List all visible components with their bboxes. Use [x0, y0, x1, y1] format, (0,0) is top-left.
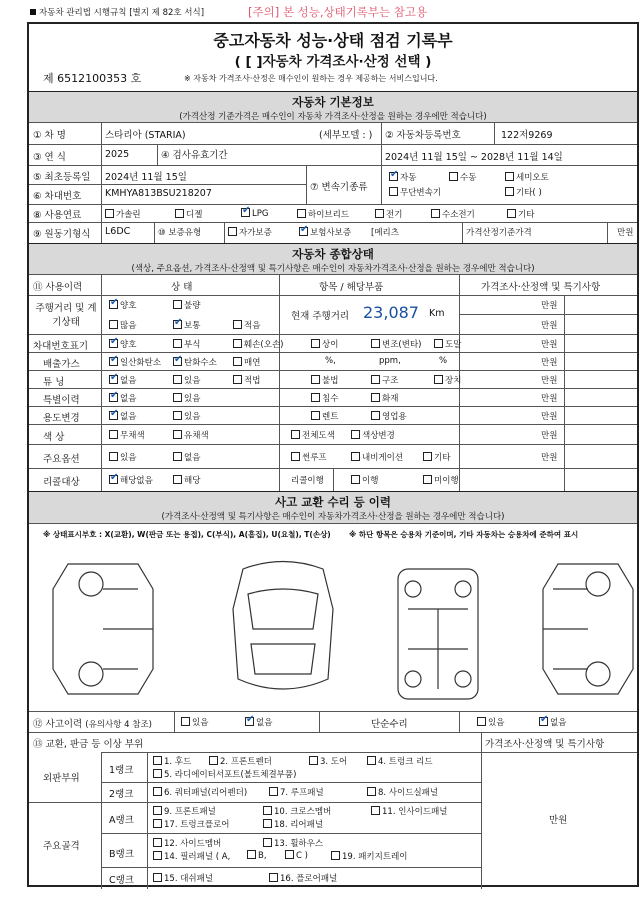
fuel-diesel[interactable]: 디젤 [175, 208, 202, 220]
part-inside-panel[interactable]: 11. 인사이드패널 [371, 805, 448, 817]
detail-model: (세부모델 : ) [319, 130, 373, 141]
recall-yes[interactable]: 해당 [173, 474, 200, 486]
usechange-rent[interactable]: 렌트 [311, 410, 338, 422]
vin-label: ⑥ 차대번호 [33, 191, 82, 202]
form-subtitle: ( [ ]자동차 가격조사·산정 선택 ) [234, 54, 432, 70]
inspection-form: 중고자동차 성능·상태 점검 기록부 ( [ ]자동차 가격조사·산정 선택 ) 제 6512100353 호 ※ 자동차 가격조사·산정은 매수인이 원하는 경우 제공하는 서비스입니다. 자동차 기본정보 (가격산정 기준가격은 매수인이 자동차 가격조사·산정을 원하는 경우에만 적습니다) ① 차 명 스타리아 (STARIA) (세부모델 : ) ② 자동차등록번호 122저9269 ③ 연 식 2025 ④ 검사유효기간 2024년 11월 15일 ~ 2028년 11월 14일 ⑤ 최초등록일 2024년 11월 15일 ⑥ 차대번호 KMHYA813BSU218207 ⑦ 변속기종류 ✔자동 수동 세미오토 무단변속기 기타( ) ⑧ 사용연료 가솔린 디젤 ✔ LPG 하이브리드 전기 수소전기 기타 ⑨ 원동기형식 L6DC ⑩ 보증유형 자가보증 ✔ 보험사보증 [메리츠 가격산정기준가격 만원 자동차 종합상태 (색상, 주요옵션, 가격조사·산정액 및 특기사항은 매수인이 자동차가격조사·산정을 원하는 경우에만 적습니다) ⑪ 사용이력 상 태 항목 / 해당부품 가격조사·산정액 및 특기사항 주행거리 및 계기상태 ✔양호 불량 많음 ✔ 보통 적음 현재 주행거리 23,087 Km 만원 만원 차대번호표기 ✔ 양호 부식 훼손(오손) 상이 변조(변타) 도말 만원 배출가스 ✔ 일산화탄소 ✔ 탄화수소 매연 %, ppm, % 만원 튜 닝 ✔ 없음 있음 적법 불법 구조 장치 만원 특별이력 ✔ 없음 있음 침수 화재 만원 용도변경 ✔ 없음 있음 렌트 영업용 만원 색 상 무채색 유채색 전체도색 색상변경 만원 주요옵션 있음 없음 썬루프 내비게이션 기타 만원 리콜대상 ✔ 해당없음 해당 리콜이행 이행 미이행 사고 교환 수리 등 이력 (가격조사·산정액 및 특기사항은 매수인이 자동차가격조사·산정을 원하는 경우에만 적습니다) ※ 상태표시부호 : X(교환), W(판금 또는 용접), C(부식), A(흠집), U(요철), T(손상) ※ 하단 항목은 승용차 기준이며, 기타 자동차는 승용차에 준하여 표시 ⑫ 사고이력 (유의사항 4 참조) 있음 ✔ 없음 단순수리 있음 ✔ 없음 ⑬ 교환, 판금 등 이상 부위 가격조사·산정액 및 특기사항 외판부위 주요골격 만원 1랭크 1. 후드 2. 프론트펜더 3. 도어 4. 트렁크 리드 5. 라디에이터서포트(볼트체결부품) 2랭크 6. 쿼터패널(리어펜더) 7. 루프패널 8. 사이드실패널 A랭크 9. 프론트패널 10. 크로스멤버 11. 인사이드패널 17. 트렁크플로어 18. 리어패널 B랭크 12. 사이드멤버 13. 휠하우스 14. 필러패널 ( A, B, C ) 19. 패키지트레이 C랭크 15. 대쉬패널 16. 플로어패널 [27, 22, 639, 887]
warranty-self[interactable]: 자가보증 [228, 226, 272, 238]
trans-label: ⑦ 변속기종류 [310, 182, 368, 193]
vin-damage[interactable]: 훼손(오손) [233, 338, 283, 350]
reg-no: 122저9269 [501, 130, 553, 141]
basic-info-header: 자동차 기본정보 (가격산정 기준가격은 매수인이 자동차 가격조사·산정을 원하는 경우에만 적습니다) [29, 91, 637, 123]
main-frame-label: 주요골격 [43, 841, 80, 852]
tuning-none[interactable]: ✔ 없음 [109, 374, 136, 386]
fuel-lpg[interactable]: ✔ LPG [241, 208, 268, 219]
base-price-unit: 만원 [617, 228, 634, 238]
odo-high[interactable]: 많음 [109, 319, 136, 331]
vin: KMHYA813BSU218207 [105, 188, 212, 199]
trans-semi[interactable]: 세미오토 [505, 171, 549, 183]
part-radiator-support[interactable]: 5. 라디에이터서포트(볼트체결부품) [153, 768, 296, 780]
repair-no[interactable]: ✔ 없음 [539, 716, 566, 728]
part-pillar-panel[interactable]: 14. 필러패널 ( A, [153, 850, 230, 862]
trans-cvt[interactable]: 무단변속기 [389, 186, 441, 198]
regulation-note: 자동차 관리법 시행규칙 [별지 제 82호 서식] [30, 6, 204, 18]
col-use-history: ⑪ 사용이력 [33, 282, 83, 293]
part-quarter-panel[interactable]: 6. 쿼터패널(리어펜더) [153, 786, 247, 798]
repair-yes[interactable]: 있음 [477, 716, 504, 728]
outer-panel-label: 외판부위 [43, 773, 80, 784]
engine-label: ⑨ 원동기형식 [33, 229, 91, 240]
part-door[interactable]: 3. 도어 [309, 755, 347, 767]
part-wheel-house[interactable]: 13. 휠하우스 [263, 837, 323, 849]
engine-type: L6DC [105, 226, 131, 237]
tuning-device[interactable]: 장치 [434, 374, 461, 386]
special-none[interactable]: ✔ 없음 [109, 392, 136, 404]
special-fire[interactable]: 화재 [371, 392, 398, 404]
fuel-etc[interactable]: 기타 [507, 208, 534, 220]
vin-painted[interactable]: 도말 [434, 338, 461, 350]
vin-diff[interactable]: 상이 [311, 338, 338, 350]
col-price: 가격조사·산정액 및 특기사항 [481, 282, 601, 293]
usechange-business[interactable]: 영업용 [371, 410, 407, 422]
warranty-insurer[interactable]: ✔ 보험사보증 [299, 226, 351, 238]
record-number: 제 6512100353 호 [43, 72, 142, 85]
simple-repair-label: 단순수리 [371, 719, 408, 730]
recall-done[interactable]: 이행 [351, 474, 378, 486]
status-header: 자동차 종합상태 (색상, 주요옵션, 가격조사·산정액 및 특기사항은 매수인이 자동차가격조사·산정을 원하는 경우에만 적습니다) [29, 243, 637, 275]
emission-co[interactable]: ✔ 일산화탄소 [109, 356, 161, 368]
emission-smoke[interactable]: 매연 [233, 356, 260, 368]
usechange-yes[interactable]: 있음 [173, 410, 200, 422]
car-name: 스타리아 (STARIA) [105, 130, 186, 141]
part-rear-panel[interactable]: 18. 리어패널 [263, 818, 323, 830]
parts-unit: 만원 [549, 815, 568, 826]
part-trunk-floor[interactable]: 17. 트렁크플로어 [153, 818, 230, 830]
part-trunk-lid[interactable]: 4. 트렁크 리드 [367, 755, 433, 767]
car-diagrams [43, 549, 643, 709]
recall-na[interactable]: ✔ 해당없음 [109, 474, 153, 486]
part-side-member[interactable]: 12. 사이드멤버 [153, 837, 221, 849]
accident-header: 사고 교환 수리 등 이력 (가격조사·산정액 및 특기사항은 매수인이 자동차가격조사·산정을 원하는 경우에만 적습니다) [29, 491, 637, 524]
accident-history-label: ⑫ 사고이력 (유의사항 4 참조) [33, 719, 152, 730]
valid-period: 2024년 11월 15일 ~ 2028년 11월 14일 [385, 152, 563, 163]
part-roof[interactable]: 7. 루프패널 [269, 786, 324, 798]
first-reg-label: ⑤ 최초등록일 [33, 172, 91, 183]
form-title: 중고자동차 성능·상태 점검 기록부 [213, 31, 453, 50]
legend-codes: ※ 상태표시부호 : X(교환), W(판금 또는 용접), C(부식), A(흠집), U(요철), T(손상) [43, 530, 331, 539]
col-state: 상 태 [171, 282, 193, 293]
special-flood[interactable]: 침수 [311, 392, 338, 404]
warning-text: [주의] 본 성능,상태기록부는 참고용 [248, 5, 428, 19]
fuel-electric[interactable]: 전기 [375, 208, 402, 220]
part-hood[interactable]: 1. 후드 [153, 755, 191, 767]
vin-altered[interactable]: 변조(변타) [371, 338, 421, 350]
tuning-yes[interactable]: 있음 [173, 374, 200, 386]
odo-bad[interactable]: 불량 [173, 299, 200, 311]
trans-manual[interactable]: 수동 [449, 171, 476, 183]
col-item: 항목 / 해당부품 [319, 282, 384, 293]
option-etc[interactable]: 기타 [423, 451, 450, 463]
fuel-hydrogen[interactable]: 수소전기 [431, 208, 475, 220]
year-label: ③ 연 식 [33, 152, 66, 163]
part-side-sill[interactable]: 8. 사이드실패널 [367, 786, 438, 798]
trans-etc[interactable]: 기타( ) [505, 186, 542, 198]
pillar-c[interactable]: C ) [285, 850, 308, 861]
tuning-legal[interactable]: 적법 [233, 374, 260, 386]
vin-corrode[interactable]: 부식 [173, 338, 200, 350]
color-change[interactable]: 색상변경 [351, 429, 395, 441]
vin-good[interactable]: ✔ 양호 [109, 338, 136, 350]
part-dash-panel[interactable]: 15. 대쉬패널 [153, 872, 213, 884]
special-yes[interactable]: 있음 [173, 392, 200, 404]
accident-yes[interactable]: 있음 [181, 716, 208, 728]
part-front-panel[interactable]: 9. 프론트패널 [153, 805, 216, 817]
valid-label: ④ 검사유효기간 [161, 150, 228, 161]
part-floor-panel[interactable]: 16. 플로어패널 [269, 872, 337, 884]
odometer-label: 주행거리 및 계기상태 [35, 303, 97, 328]
year: 2025 [105, 149, 130, 160]
usechange-none[interactable]: ✔ 없음 [109, 410, 136, 422]
odo-current-label: 현재 주행거리 [291, 311, 350, 322]
base-price-label: 가격산정기준가격 [466, 228, 532, 238]
first-reg: 2024년 11월 15일 [105, 172, 187, 183]
odo-good[interactable]: ✔양호 [109, 299, 136, 311]
option-navi[interactable]: 내비게이션 [351, 451, 403, 463]
legend-note: ※ 하단 항목은 승용차 기준이며, 기타 자동차는 승용차에 준하여 표시 [349, 530, 579, 539]
odo-value: 23,087 [363, 303, 419, 322]
color-full-paint[interactable]: 전체도색 [291, 429, 335, 441]
color-chromatic[interactable]: 유채색 [173, 429, 209, 441]
warranty-company: [메리츠 [371, 228, 399, 238]
emission-hc[interactable]: ✔ 탄화수소 [173, 356, 217, 368]
fuel-label: ⑧ 사용연료 [33, 210, 82, 221]
odo-unit: Km [429, 308, 445, 319]
odo-low[interactable]: 적음 [233, 319, 260, 331]
recall-notdone[interactable]: 미이행 [423, 474, 459, 486]
option-yes[interactable]: 있음 [109, 451, 136, 463]
warranty-label: ⑩ 보증유형 [158, 228, 202, 238]
pillar-b[interactable]: B, [247, 850, 267, 861]
fuel-gasoline[interactable]: 가솔린 [105, 208, 141, 220]
odo-normal[interactable]: ✔ 보통 [173, 319, 200, 331]
color-achromatic[interactable]: 무채색 [109, 429, 145, 441]
parts-price-label: 가격조사·산정액 및 특기사항 [485, 739, 605, 750]
tuning-illegal[interactable]: 불법 [311, 374, 338, 386]
accident-no[interactable]: ✔ 없음 [245, 716, 272, 728]
fuel-hybrid[interactable]: 하이브리드 [297, 208, 349, 220]
option-no[interactable]: 없음 [173, 451, 200, 463]
part-front-fender[interactable]: 2. 프론트펜더 [209, 755, 272, 767]
trans-auto[interactable]: ✔자동 [389, 171, 416, 183]
tuning-structure[interactable]: 구조 [371, 374, 398, 386]
option-sunroof[interactable]: 썬루프 [291, 451, 327, 463]
part-package-tray[interactable]: 19. 패키지트레이 [331, 850, 408, 862]
record-note: ※ 자동차 가격조사·산정은 매수인이 원하는 경우 제공하는 서비스입니다. [184, 74, 438, 83]
car-name-label: ① 차 명 [33, 130, 66, 141]
parts-label: ⑬ 교환, 판금 등 이상 부위 [33, 739, 144, 750]
part-cross-member[interactable]: 10. 크로스멤버 [263, 805, 331, 817]
reg-no-label: ② 자동차등록번호 [385, 130, 461, 141]
